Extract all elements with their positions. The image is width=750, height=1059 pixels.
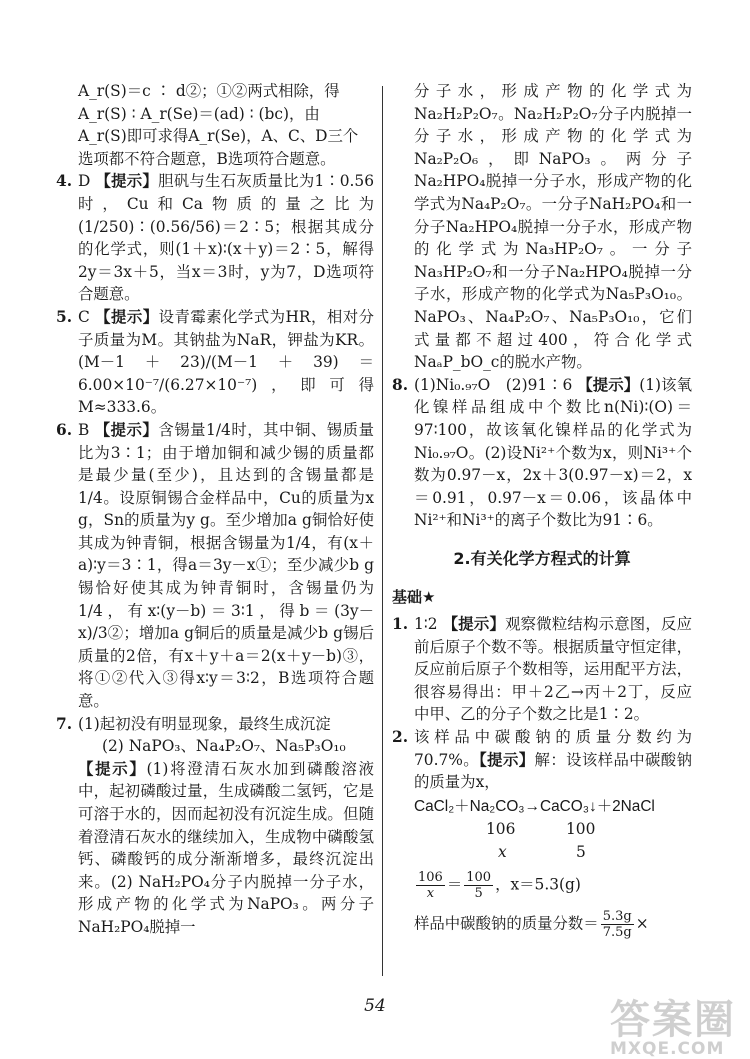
mass-ratio-rows — [414, 818, 692, 864]
question-7-continued — [392, 80, 692, 374]
page-number: 54 — [364, 996, 386, 1016]
fraction — [464, 870, 493, 901]
hint-label: 【提示】 — [78, 759, 147, 778]
question-6 — [56, 419, 374, 713]
answer: D — [78, 172, 91, 191]
hint-label: 【提示】 — [94, 420, 159, 439]
mass-value: 5 — [576, 843, 586, 862]
hint-text: 胆矾与生石灰质量比为1∶0.56时，Cu和Ca物质的量之比为(1/250)∶(0.56/56)＝2∶5；根据其成分的化学式，则(1＋x)∶(x＋y)＝2∶5，解得2y＝3x＋5，当x＝3时，y为7，D选项符合题意。 — [78, 172, 374, 304]
fraction-numerator: 100 — [466, 870, 492, 886]
answer-text: 该样品中碳酸钠的质量分数约为70.7%。 — [414, 728, 692, 769]
question-number: 7. — [56, 714, 73, 733]
answer: (1)Ni₀.₉₇O (2)91∶6 — [414, 375, 573, 394]
hint-text: 含锡量1/4时，其中铜、锡质量比为3∶1；由于增加铜和减少锡的质量都是最少量(至少)，且达到的含锡量都是1/4。设原铜锡合金样品中，Cu的质量为x g，Sn的质量为y g。至少增加a g铜恰好使其成为钟青铜，根据含锡量为1/4，有(x＋a)∶y＝3∶1，得a＝3y－x①；至少减少b g锡恰好使其成为钟青铜时，含锡量仍为1/4，有x∶(y－b)＝3∶1，得b＝(3y－x)/3②；增加a g铜后的质量是减少b g锡后质量的2倍，有x＋y＋a＝2(x＋y－b)③，将①②代入③得x∶y＝3∶2，B选项符合题意。 — [78, 420, 374, 711]
question-7 — [56, 713, 374, 939]
mass-value: 100 — [566, 820, 596, 839]
column-divider — [382, 86, 383, 976]
fraction-denominator: 5 — [474, 886, 483, 902]
mass-value: 106 — [486, 820, 516, 839]
question-5 — [56, 306, 374, 419]
watermark-url: MXQE.COM — [610, 1039, 725, 1059]
question-4 — [56, 170, 374, 306]
intro-line: A_r(S)＝c ∶ d②；①②两式相除，得 — [78, 82, 340, 100]
hint-text: (1)该氧化镍样品组成中个数比n(Ni)∶(O)＝97∶100，故该氧化镍样品的化学式为Ni₀.₉₇O。(2)设Ni²⁺个数为x，则Ni³⁺个数为0.97－x，2x＋3(0.97－x)＝2，x＝0.91，0.97－x＝0.06，该晶体中Ni²⁺和Ni³⁺的离子个数比为91∶6。 — [414, 375, 692, 530]
question-number: 8. — [392, 375, 409, 394]
intro-line: 选项都不符合题意，B选项符合题意。 — [78, 149, 336, 168]
fraction-denominator: 7.5g — [602, 925, 632, 941]
final-line — [414, 909, 692, 940]
answer: C — [78, 307, 90, 326]
fraction-numerator: 106 — [418, 870, 443, 886]
right-column — [392, 80, 692, 940]
watermark — [610, 997, 736, 1059]
intro-line: A_r(S)即可求得A_r(Se)，A、C、D三个 — [78, 127, 359, 146]
continued-text: 分子水，形成产物的化学式为Na₂H₂P₂O₇。Na₂H₂P₂O₇分子内脱掉一分子水，形成产物的化学式为Na₂P₂O₆，即NaPO₃。两分子Na₂HPO₄脱掉一分子水，形成产物的化学式为Na₄P₂O₇。一分子NaH₂PO₄和一分子Na₂HPO₄脱掉一分子水，形成产物的化学式为Na₃HP₂O₇。一分子Na₃HP₂O₇和一分子Na₂HPO₄脱掉一分子水，形成产物的化学式为Na₅P₃O₁₀。NaPO₃、Na₄P₂O₇、Na₅P₃O₁₀，它们式量都不超过400，符合化学式NaₐP_bO_c的脱水产物。 — [414, 82, 692, 372]
question-number: 5. — [56, 307, 73, 326]
hint-text: 设青霉素化学式为HR，相对分子质量为M。其钠盐为NaR，钾盐为KR。(M－1＋23)/(M－1＋39)＝6.00×10⁻⁷/(6.27×10⁻⁷)，即可得M≈333.6。 — [78, 307, 374, 417]
watermark-logo: 答案圈 — [610, 997, 736, 1043]
fraction — [601, 909, 634, 940]
answer: 1∶2 — [414, 615, 438, 634]
question-8 — [392, 374, 692, 532]
question-number: 4. — [56, 172, 73, 191]
answer-part-2: (2) NaPO₃、Na₄P₂O₇、Na₅P₃O₁₀ — [102, 737, 346, 756]
chemical-equation: CaCl₂＋Na₂CO₃→CaCO₃↓＋2NaCl — [414, 797, 655, 815]
hint-label: 【提示】 — [95, 172, 159, 191]
left-column — [56, 80, 374, 939]
mass-value: x — [498, 843, 507, 862]
times-sign: × — [635, 914, 649, 933]
intro-block — [56, 80, 374, 170]
question-number: 2. — [392, 728, 409, 747]
question-number: 6. — [56, 420, 73, 439]
final-text: 样品中碳酸钠的质量分数＝ — [414, 914, 599, 933]
question-number: 1. — [392, 615, 409, 634]
section-subhead: 基础★ — [392, 588, 436, 607]
fraction-denominator: x — [426, 886, 435, 902]
proportion: $\frac{106}{x}$ ＝ $\frac{100}{5}$ ，x＝5.3(g) — [418, 870, 581, 902]
solve-text: ，x＝5.3(g) — [495, 875, 581, 894]
hint-text: 解：设该样品中碳酸钠的质量为x， — [414, 750, 692, 792]
hint-text: (1)将澄清石灰水加到磷酸溶液中，起初磷酸过量，生成磷酸二氢钙，它是可溶于水的，因而起初没有沉淀生成。但随着澄清石灰水的继续加入，生成物中磷酸氢钙、磷酸钙的成分渐渐增多，最终沉淀出来。(2) NaH₂PO₄分子内脱掉一分子水，形成产物的化学式为NaPO₃。两分子NaH₂PO₄脱掉一 — [78, 759, 374, 936]
fraction-numerator: 5.3g — [602, 909, 632, 925]
intro-line: A_r(S) ∶ A_r(Se)＝(ad) ∶ (bc)，由 — [78, 104, 320, 123]
section-title: 2.有关化学方程式的计算 — [453, 548, 631, 568]
hint-label: 【提示】 — [577, 375, 640, 394]
answer: B — [78, 420, 90, 439]
hint-label: 【提示】 — [479, 750, 535, 769]
answer-part-1: (1)起初没有明显现象，最终生成沉淀 — [78, 714, 331, 733]
basic-question-2 — [392, 726, 692, 940]
hint-label: 【提示】 — [442, 615, 506, 634]
basic-question-1 — [392, 613, 692, 726]
fraction — [416, 870, 445, 901]
hint-text: 观察微粒结构示意图，反应前后原子个数不等。根据质量守恒定律，反应前后原子个数相等，运用配平方法，很容易得出：甲＋2乙→丙＋2丁，反应中甲、乙的分子个数之比是1∶2。 — [414, 615, 692, 724]
hint-label: 【提示】 — [95, 307, 159, 326]
